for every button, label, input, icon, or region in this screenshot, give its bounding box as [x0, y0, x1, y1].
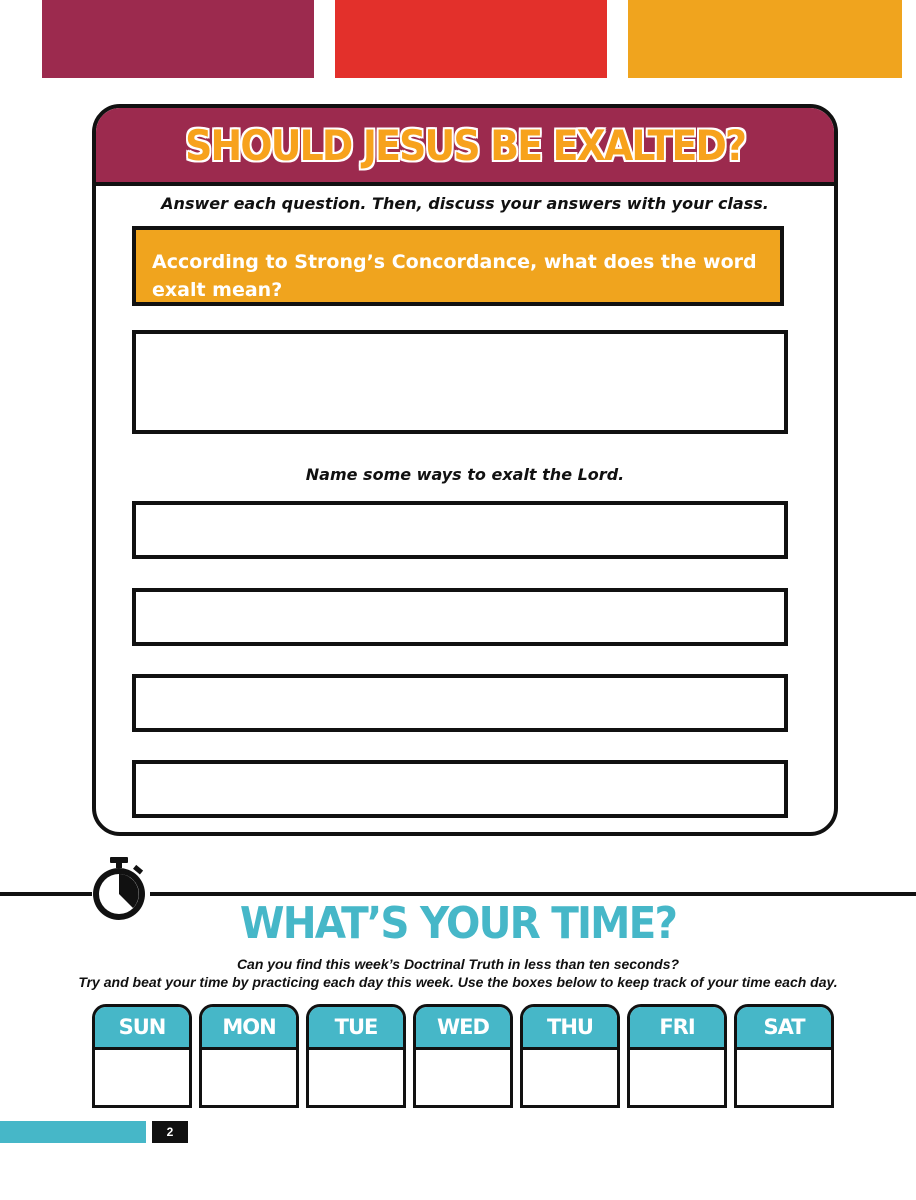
day-box-thu[interactable] [520, 1004, 620, 1108]
worksheet-card [92, 104, 838, 836]
header-bar-red [335, 0, 607, 78]
question-box: According to Strong’s Concordance, what does the word exalt mean? [132, 226, 784, 306]
day-label: FRI [630, 1007, 724, 1050]
day-box-fri[interactable] [627, 1004, 727, 1108]
answer-box-way-4[interactable] [132, 760, 788, 818]
header-bar-orange [628, 0, 902, 78]
day-box-sat[interactable] [734, 1004, 834, 1108]
time-subtitle-line1: Can you find this week’s Doctrinal Truth in less than ten seconds? [236, 956, 680, 972]
answer-box-way-2[interactable] [132, 588, 788, 646]
day-box-mon[interactable] [199, 1004, 299, 1108]
day-label: MON [202, 1007, 296, 1050]
worksheet-instruction: Answer each question. Then, discuss your answers with your class. [161, 194, 769, 213]
day-label: TUE [309, 1007, 403, 1050]
time-subtitle-line2: Try and beat your time by practicing each day this week. Use the boxes below to keep track of your time each day. [78, 974, 838, 990]
day-label: SAT [737, 1007, 831, 1050]
worksheet-title: SHOULD JESUS BE EXALTED? [184, 120, 746, 170]
day-label: THU [523, 1007, 617, 1050]
time-section-title: WHAT’S YOUR TIME? [239, 898, 677, 949]
page-number: 2 [152, 1121, 188, 1143]
ways-prompt: Name some ways to exalt the Lord. [305, 465, 625, 484]
divider-line-right [150, 892, 916, 896]
day-box-wed[interactable] [413, 1004, 513, 1108]
answer-box-way-1[interactable] [132, 501, 788, 559]
answer-box-way-3[interactable] [132, 674, 788, 732]
answer-box-definition[interactable] [132, 330, 788, 434]
header-bar-maroon [42, 0, 314, 78]
footer-bar [0, 1121, 146, 1143]
day-box-sun[interactable] [92, 1004, 192, 1108]
worksheet-header [96, 108, 834, 186]
divider-line-left [0, 892, 92, 896]
day-box-tue[interactable] [306, 1004, 406, 1108]
day-label: SUN [95, 1007, 189, 1050]
day-label: WED [416, 1007, 510, 1050]
